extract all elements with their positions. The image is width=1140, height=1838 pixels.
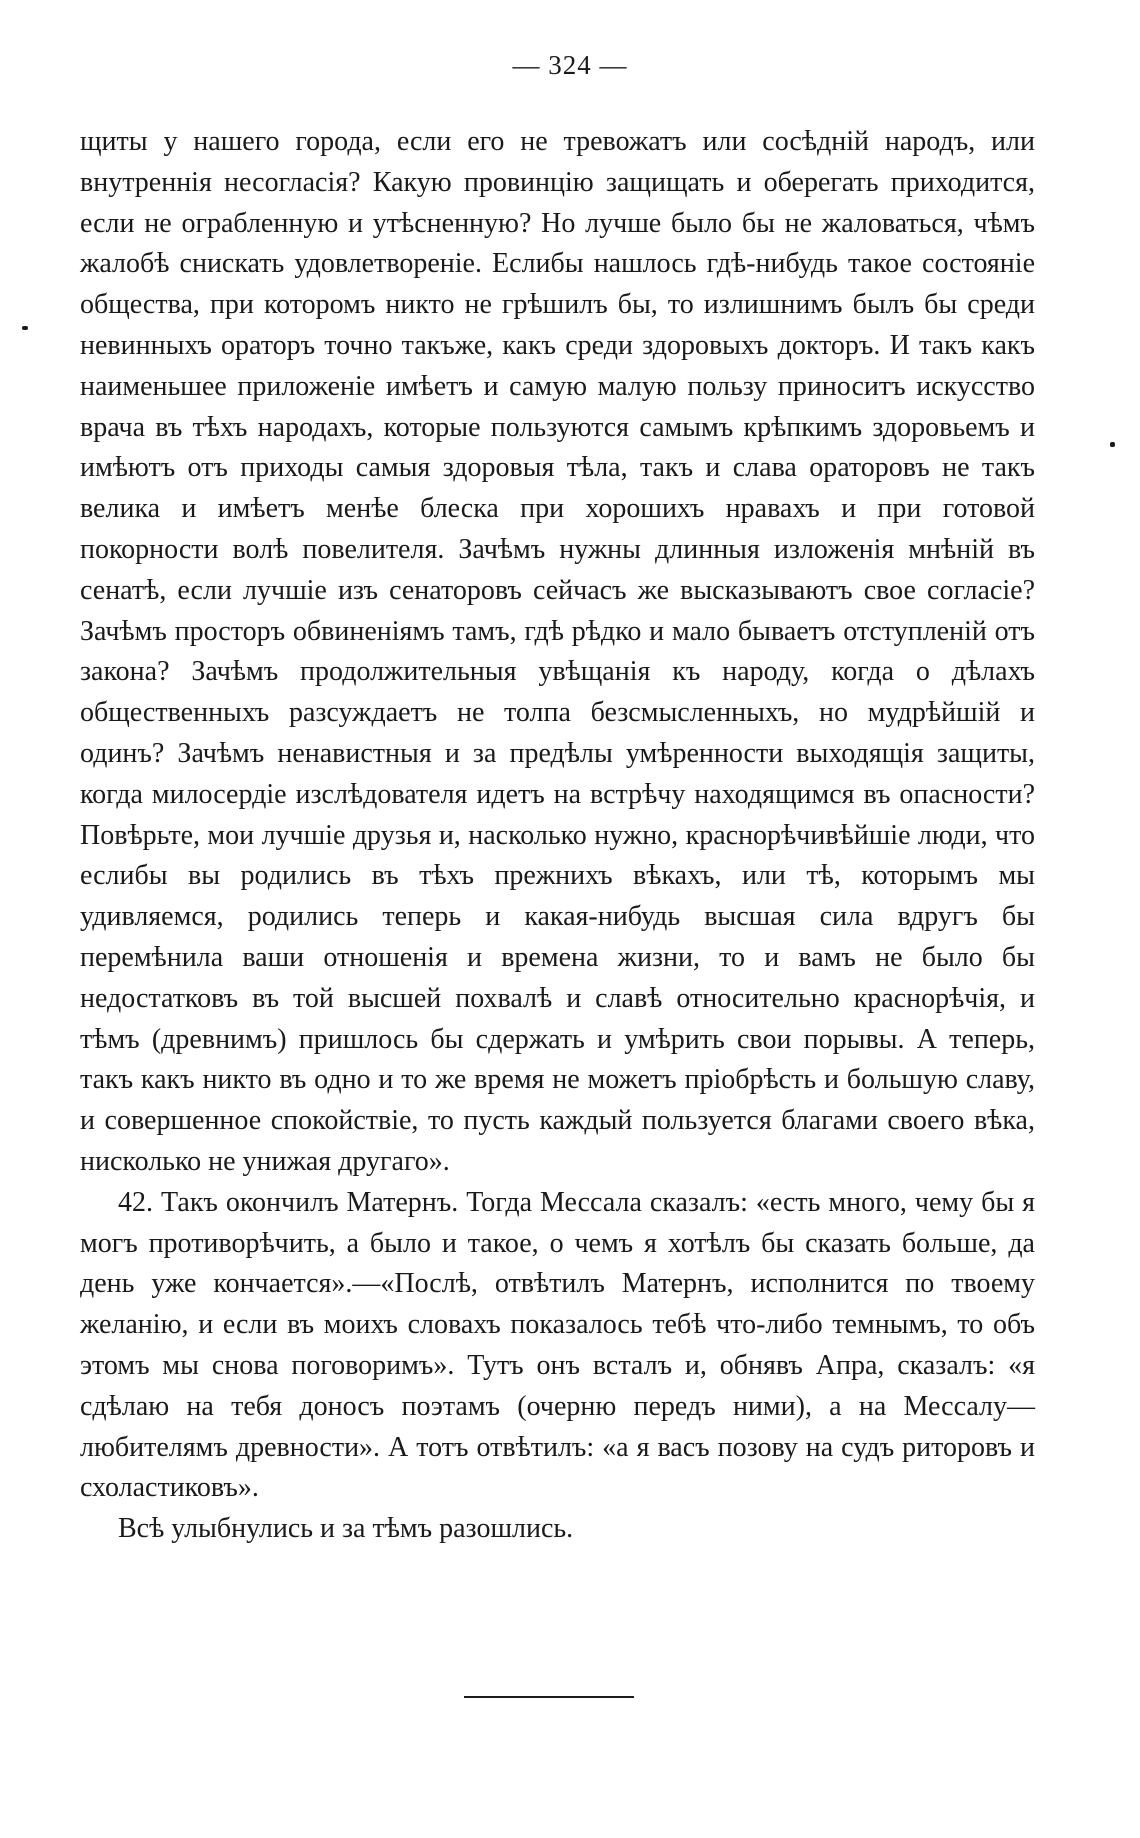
print-speck: [22, 326, 28, 330]
page-number: — 324 —: [512, 50, 628, 80]
paragraph-42: 42. Такъ окончилъ Матернъ. Тогда Мессала сказалъ: «есть много, чему бы я могъ противорѣчить, а было и такое, о чемъ я хотѣлъ бы сказать больше, да день уже кончается».—«Послѣ, отвѣтилъ Матернъ, исполнится по твоему желанiю, и если въ моихъ словахъ показалось тебѣ что-либо темнымъ, то объ этомъ мы снова поговоримъ». Тутъ онъ всталъ и, обнявъ Апра, сказалъ: «я сдѣлаю на тебя доносъ поэтамъ (очерню передъ ними), а на Мессалу—любителямъ древности». А тотъ отвѣтилъ: «а я васъ позову на судъ риторовъ и схоластиковъ».: [80, 1186, 1035, 1504]
paragraph-continuation: щиты у нашего города, если его не тревожатъ или сосѣднiй народъ, или внутреннiя несогласiя? Какую провинцiю защищать и оберегать приходится, если не ограбленную и утѣсненную? Но лучше было бы не жаловаться, чѣмъ жалобѣ снискать удовлетворенiе. Еслибы нашлось гдѣ-нибудь такое состоянiе общества, при которомъ никто не грѣшилъ бы, то излишнимъ былъ бы среди невинныхъ ораторъ точно такъже, какъ среди здоровыхъ докторъ. И такъ какъ наименьшее приложенiе имѣетъ и самую малую пользу приноситъ искусство врача въ тѣхъ народахъ, которые пользуются самымъ крѣпкимъ здоровьемъ и имѣютъ отъ приходы самыя здоровыя тѣла, такъ и слава ораторовъ не такъ велика и имѣетъ менѣе блеска при хорошихъ нравахъ и при готовой покорности волѣ повелителя. Зачѣмъ нужны длинныя изложенiя мнѣнiй въ сенатѣ, если лучшiе изъ сенаторовъ сейчасъ же высказываютъ свое согласiе? Зачѣмъ просторъ обвиненiямъ тамъ, гдѣ рѣдко и мало бываетъ отступленiй отъ закона? Зачѣмъ продолжительныя увѣщанiя къ народу, когда о дѣлахъ общественныхъ разсуждаетъ не толпа безсмысленныхъ, но мудрѣйшiй и одинъ? Зачѣмъ ненавистныя и за предѣлы умѣренности выходящiя защиты, когда милосердiе изслѣдователя идетъ на встрѣчу находящимся въ опасности? Повѣрьте, мои лучшiе друзья и, насколько нужно, краснорѣчивѣйшiе люди, что еслибы вы родились въ тѣхъ прежнихъ вѣкахъ, или тѣ, которымъ мы удивляемся, родились теперь и какая-нибудь высшая сила вдругъ бы перемѣнила ваши отношенiя и времена жизни, то и вамъ не было бы недостатковъ въ той высшей похвалѣ и славѣ относительно краснорѣчiя, и тѣмъ (древнимъ) пришлось бы сдержать и умѣрить свои порывы. А теперь, такъ какъ никто въ одно и то же время не можетъ прiобрѣсть и большую славу, и совершенное спокойствiе, то пусть каждый пользуется благами своего вѣка, нисколько не унижая другаго».: [80, 126, 1035, 1177]
print-speck: [1110, 442, 1115, 447]
paragraph-final: Всѣ улыбнулись и за тѣмъ разошлись.: [118, 1513, 574, 1545]
closing-rule: [464, 1696, 634, 1698]
body-text: [80, 122, 1035, 1550]
